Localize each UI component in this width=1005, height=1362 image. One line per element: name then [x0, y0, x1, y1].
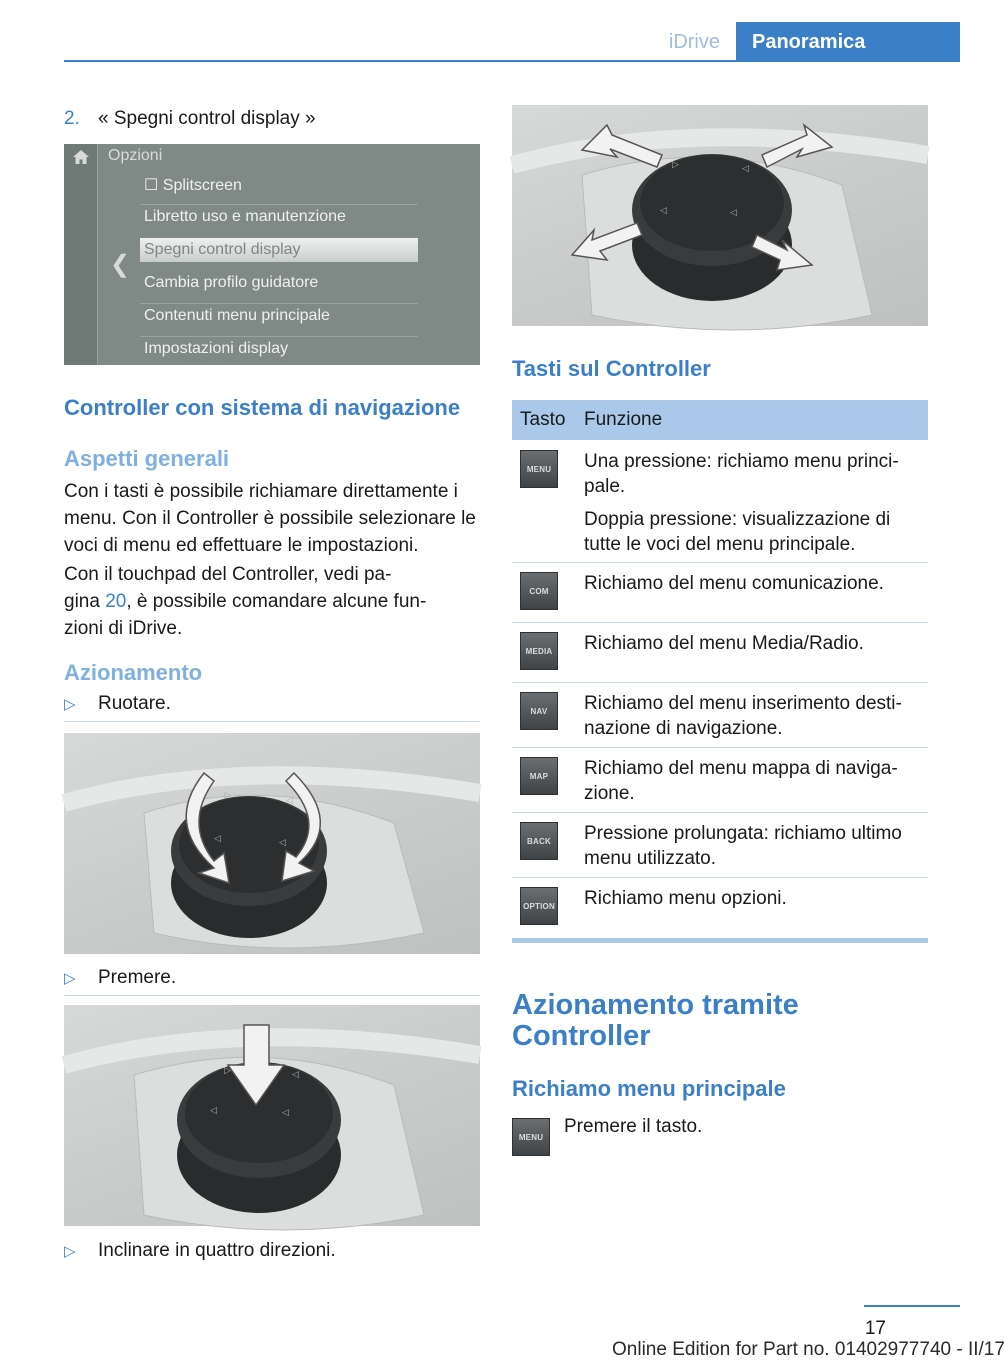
row-line: Doppia pressione: visualizzazione di	[584, 509, 891, 530]
media-key-icon: MEDIA	[520, 632, 558, 670]
row-map-text	[584, 756, 924, 806]
row-line: Una pressione: richiamo menu princi‐	[584, 451, 899, 472]
row-back-text	[584, 821, 924, 871]
section-title-controller: Controller con sistema di navigazione	[64, 395, 461, 420]
row-com-text: Richiamo del menu comunicazione.	[584, 573, 884, 594]
screen-separator	[140, 303, 418, 304]
screen-item-display-off: Spegni control display	[144, 241, 301, 258]
table-row-divider	[512, 622, 928, 623]
screen-item-splitscreen: ☐ Splitscreen	[144, 177, 242, 194]
p2-line-1: Con il touchpad del Controller, vedi pa‐	[64, 564, 392, 585]
title-line: Controller	[512, 1020, 651, 1052]
subheading-main-menu: Richiamo menu principale	[512, 1076, 786, 1101]
bullet-text: Premere.	[98, 967, 177, 988]
general-paragraph-2	[64, 561, 480, 642]
triangle-bullet-icon: ▷	[64, 970, 76, 987]
bullet-divider	[64, 721, 480, 722]
section-title-operation-controller	[512, 990, 799, 1052]
table-row-divider	[512, 812, 928, 813]
row-line: nazione di navigazione.	[584, 718, 783, 739]
menu-key-icon: MENU	[520, 450, 558, 488]
bullet-divider	[64, 995, 480, 996]
page-reference-link[interactable]: 20	[105, 591, 127, 612]
step-2	[64, 105, 316, 132]
row-line: Richiamo del menu inserimento desti‐	[584, 693, 902, 714]
svg-text:◁: ◁	[286, 796, 293, 806]
col-header-key: Tasto	[520, 409, 566, 430]
chevron-left-icon: ❮	[110, 251, 131, 278]
svg-text:◁: ◁	[210, 1106, 217, 1116]
screen-item-display-settings: Impostazioni display	[144, 340, 289, 357]
com-key-icon: COM	[520, 572, 558, 610]
row-line: tutte le voci del menu principale.	[584, 534, 856, 555]
table-row-divider	[512, 877, 928, 878]
header-chapter-tab: Panoramica	[736, 22, 960, 62]
svg-text:◁: ◁	[292, 1070, 299, 1080]
controller-press-illustration	[64, 1005, 480, 1226]
row-line: zione.	[584, 783, 635, 804]
header-section-label: iDrive	[668, 30, 720, 53]
screen-title: Opzioni	[108, 147, 163, 164]
svg-text:◁: ◁	[214, 834, 221, 844]
row-nav-text	[584, 691, 924, 741]
p2-line-2a: gina	[64, 591, 106, 612]
row-line: menu utilizzato.	[584, 848, 717, 869]
row-media-text: Richiamo del menu Media/Radio.	[584, 633, 864, 654]
table-bottom-rule	[512, 938, 928, 943]
options-screen-image	[64, 144, 480, 365]
option-key-icon: OPTION	[520, 887, 558, 925]
step-text: « Spegni control display »	[98, 108, 316, 129]
row-line: pale.	[584, 476, 626, 497]
bullet-text: Ruotare.	[98, 693, 171, 714]
home-icon	[73, 150, 89, 164]
p2-line-2b: , è possibile comandare alcune fun‐	[126, 591, 427, 612]
map-key-icon: MAP	[520, 757, 558, 795]
section-title-keys: Tasti sul Controller	[512, 356, 711, 381]
table-row-divider	[512, 747, 928, 748]
step-number: 2.	[64, 108, 80, 129]
svg-text:◁: ◁	[282, 1108, 289, 1118]
edition-note: Online Edition for Part no. 01402977740 - II/17	[612, 1339, 1005, 1360]
table-row-divider	[512, 682, 928, 683]
screen-item-main-menu-content: Contenuti menu principale	[144, 307, 330, 324]
p2-line-3: zioni di iDrive.	[64, 618, 183, 639]
screen-item-driver-profile: Cambia profilo guidatore	[144, 274, 319, 291]
heading-operation: Azionamento	[64, 660, 203, 685]
footer-rule	[864, 1305, 960, 1307]
row-menu-text	[584, 449, 924, 557]
col-header-function: Funzione	[584, 409, 663, 430]
nav-key-icon: NAV	[520, 692, 558, 730]
screen-separator	[140, 336, 418, 337]
row-option-text: Richiamo menu opzioni.	[584, 888, 787, 909]
svg-text:◁: ◁	[742, 164, 749, 174]
keys-table-header	[512, 400, 928, 440]
svg-text:▷: ▷	[224, 1066, 231, 1076]
menu-key-icon: MENU	[512, 1118, 550, 1156]
screen-separator	[140, 204, 418, 205]
title-line: Azionamento tramite	[512, 989, 799, 1021]
screen-item-manual: Libretto uso e manutenzione	[144, 208, 346, 225]
svg-text:▷: ▷	[224, 791, 231, 801]
triangle-bullet-icon: ▷	[64, 1243, 76, 1260]
header-rule	[64, 60, 960, 62]
screen-sidebar	[64, 144, 98, 365]
general-paragraph-1: Con i tasti è possibile richiamare direttamente i menu. Con il Controller è possibile selezionare le voci di menu ed effettuare le impostazioni.	[64, 481, 476, 556]
controller-tilt-illustration	[512, 105, 928, 326]
row-line: Pressione prolungata: richiamo ultimo	[584, 823, 902, 844]
heading-general: Aspetti generali	[64, 446, 230, 471]
press-key-text: Premere il tasto.	[564, 1116, 703, 1137]
triangle-bullet-icon: ▷	[64, 696, 76, 713]
svg-text:◁: ◁	[660, 206, 667, 216]
page-number: 17	[864, 1318, 886, 1339]
svg-text:◁: ◁	[279, 838, 286, 848]
table-row-divider	[512, 562, 928, 563]
back-key-icon: BACK	[520, 822, 558, 860]
svg-text:◁: ◁	[730, 208, 737, 218]
controller-rotate-illustration	[64, 733, 480, 954]
svg-text:▷: ▷	[672, 160, 679, 170]
bullet-text: Inclinare in quattro direzioni.	[98, 1240, 336, 1261]
row-line: Richiamo del menu mappa di naviga‐	[584, 758, 898, 779]
